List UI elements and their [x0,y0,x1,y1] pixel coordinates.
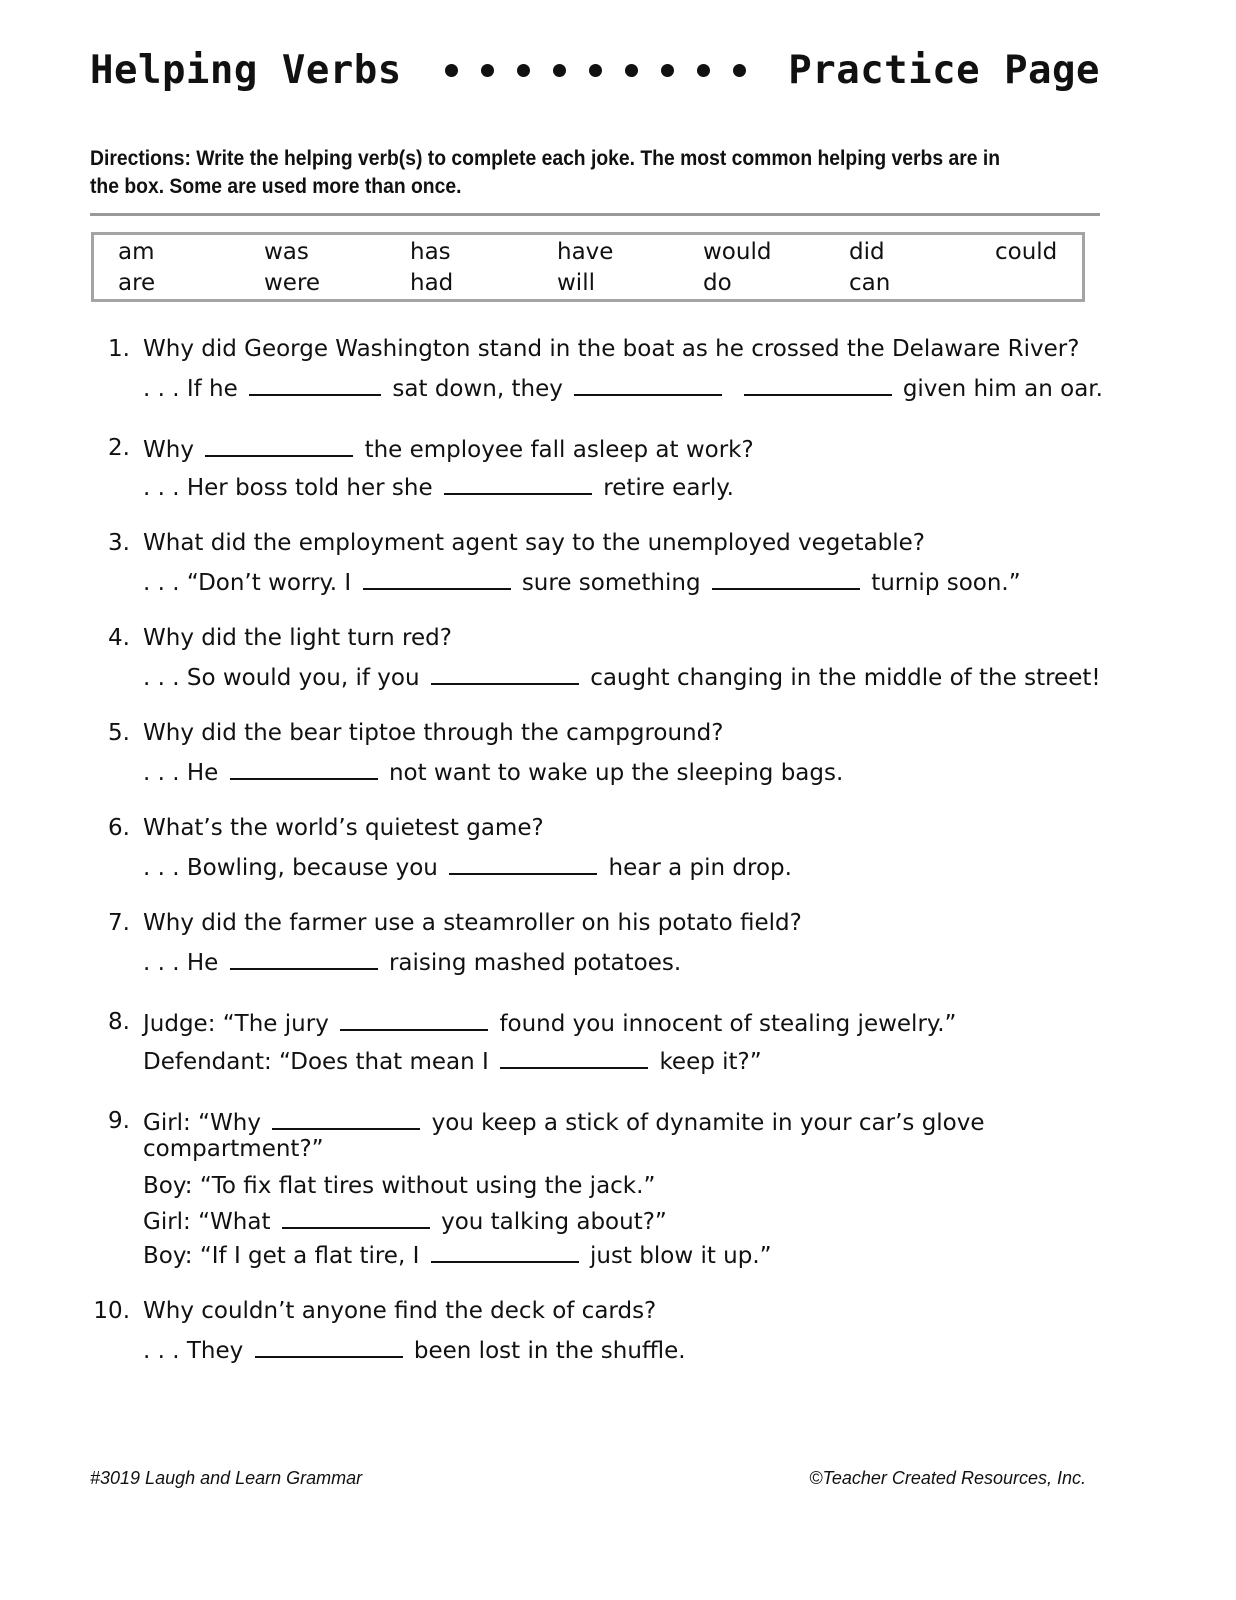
answer-line [143,661,1101,693]
answer-text: keep it?” [659,1049,762,1075]
dot-decoration [481,64,494,77]
question-text: Why did the farmer use a steamroller on his potato field? [143,910,802,936]
answer-blank[interactable] [431,661,579,685]
answer-blank[interactable] [205,433,353,457]
answer-blank[interactable] [431,1239,579,1263]
title-right: Practice Page [788,47,1100,93]
answer-text: given him an oar. [902,376,1103,402]
question-number: 5. [108,720,130,746]
answer-blank[interactable] [272,1106,420,1130]
dot-decoration [589,64,602,77]
verb-word: am [118,239,155,265]
dialogue-text: you talking about?” [441,1209,667,1235]
question-line [143,908,802,938]
directions: Directions: Write the helping verb(s) to complete each joke. The most common helping verbs are in the box. Some are used more than once. [90,147,1001,198]
question-number: 10. [93,1298,130,1324]
dialogue-line [143,1171,655,1201]
answer-text: sure something [521,570,701,596]
question-line [143,718,723,748]
question-line [143,528,925,558]
verb-word: will [557,270,595,296]
dot-decoration [733,64,746,77]
dialogue-line [143,1205,667,1237]
footer-left: #3019 Laugh and Learn Grammar [90,1468,363,1488]
verb-word: has [410,239,451,265]
question-text: Girl: “Why [143,1110,261,1136]
question-line [143,1134,324,1164]
verb-word: can [849,270,891,296]
answer-blank[interactable] [444,471,592,495]
answer-line [143,756,843,788]
answer-text: raising mashed potatoes. [388,950,682,976]
answer-text: . . . “Don’t worry. I [143,570,352,596]
helping-verb-box [91,232,1085,302]
dot-decoration [625,64,638,77]
question-number: 2. [108,435,130,461]
answer-blank[interactable] [744,372,892,396]
verb-word: could [995,239,1058,265]
answer-text: . . . So would you, if you [143,665,420,691]
answer-line [143,566,1021,598]
dialogue-text: Boy: “If I get a flat tire, I [143,1243,420,1269]
answer-text: . . . They [143,1338,244,1364]
answer-text: been lost in the shuffle. [413,1338,686,1364]
answer-text: retire early. [603,475,734,501]
answer-line [143,471,734,503]
divider [90,213,1100,216]
answer-blank[interactable] [282,1205,430,1229]
title-dots [445,64,746,77]
answer-text: . . . He [143,760,219,786]
dialogue-line [143,1239,772,1271]
verb-word: would [703,239,772,265]
dot-decoration [661,64,674,77]
question-text: Why did George Washington stand in the boat as he crossed the Delaware River? [143,336,1080,362]
question-text: you keep a stick of dynamite in your car’s glove [431,1110,985,1136]
answer-line [143,372,1103,404]
answer-text: Defendant: “Does that mean I [143,1049,489,1075]
question-text: compartment?” [143,1136,324,1162]
dialogue-text: just blow it up.” [589,1243,772,1269]
answer-line [143,1045,762,1077]
question-text: found you innocent of stealing jewelry.” [499,1011,957,1037]
answer-text: turnip soon.” [871,570,1021,596]
answer-blank[interactable] [255,1334,403,1358]
dialogue-text: Girl: “What [143,1209,271,1235]
dot-decoration [445,64,458,77]
answer-blank[interactable] [712,566,860,590]
answer-text: caught changing in the middle of the street! [590,665,1101,691]
question-text: Why did the bear tiptoe through the campground? [143,720,724,746]
footer-right: ©Teacher Created Resources, Inc. [809,1468,1086,1488]
answer-blank[interactable] [574,372,722,396]
answer-text: . . . If he [143,376,238,402]
question-line [143,813,544,843]
verb-word: have [557,239,614,265]
answer-blank[interactable] [249,372,381,396]
question-text: Why did the light turn red? [143,625,452,651]
verb-word: do [703,270,732,296]
question-text: the employee fall asleep at work? [364,437,754,463]
answer-text: not want to wake up the sleeping bags. [388,760,844,786]
verb-word: had [410,270,454,296]
dot-decoration [697,64,710,77]
answer-text: . . . Her boss told her she [143,475,433,501]
verb-word: was [264,239,309,265]
question-number: 1. [108,336,130,362]
answer-text: sat down, they [392,376,563,402]
verb-word: did [849,239,885,265]
answer-blank[interactable] [500,1045,648,1069]
question-text: Why couldn’t anyone find the deck of cards? [143,1298,657,1324]
question-line [143,623,452,653]
question-line [143,334,1079,364]
answer-blank[interactable] [449,851,597,875]
question-text: Why [143,437,194,463]
title-row [90,40,1100,100]
question-line [143,433,754,465]
verb-word: are [118,270,156,296]
question-line [143,1296,656,1326]
question-number: 6. [108,815,130,841]
answer-text: . . . Bowling, because you [143,855,438,881]
question-number: 9. [108,1108,130,1134]
question-number: 4. [108,625,130,651]
question-number: 8. [108,1009,130,1035]
dialogue-text: Boy: “To fix flat tires without using the jack.” [143,1173,656,1199]
question-number: 3. [108,530,130,556]
question-text: What did the employment agent say to the unemployed vegetable? [143,530,926,556]
question-text: Judge: “The jury [143,1011,329,1037]
answer-line [143,1334,686,1366]
dot-decoration [553,64,566,77]
answer-line [143,946,681,978]
question-number: 7. [108,910,130,936]
answer-line [143,851,792,883]
verb-word: were [264,270,321,296]
title-left: Helping Verbs [90,47,402,93]
answer-text: . . . He [143,950,219,976]
question-line [143,1007,956,1039]
question-text: What’s the world’s quietest game? [143,815,544,841]
answer-blank[interactable] [230,756,378,780]
dot-decoration [517,64,530,77]
answer-blank[interactable] [340,1007,488,1031]
answer-blank[interactable] [363,566,511,590]
answer-blank[interactable] [230,946,378,970]
answer-text: hear a pin drop. [608,855,792,881]
